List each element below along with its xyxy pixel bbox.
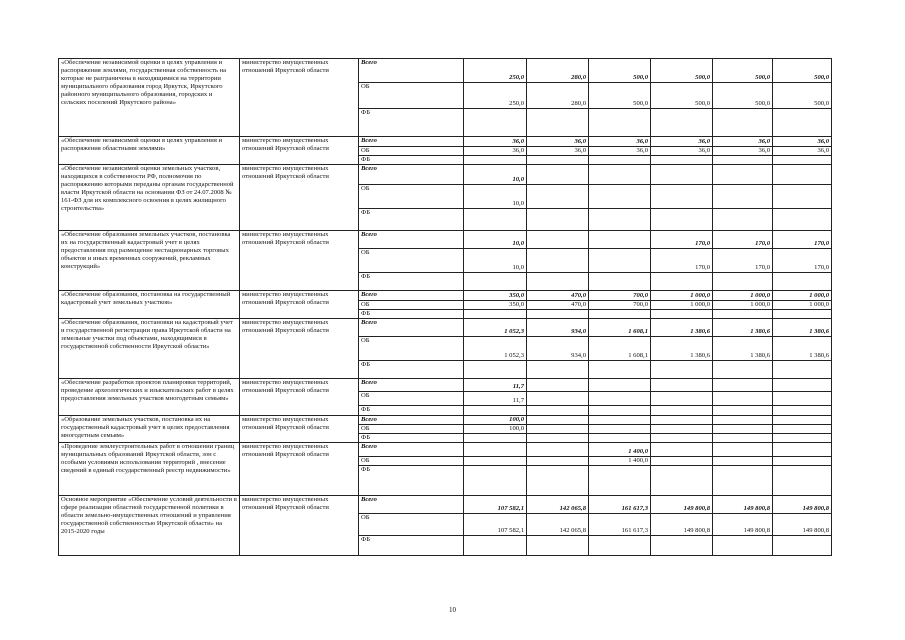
value-cell — [464, 156, 527, 165]
value-cell — [773, 425, 832, 434]
source-label-fb: ФБ — [359, 109, 464, 137]
value-cell: 170,0 — [651, 249, 713, 273]
table-row — [59, 496, 832, 514]
value-cell: 500,0 — [713, 83, 773, 109]
source-label-fb: ФБ — [359, 273, 464, 291]
value-cell — [589, 185, 651, 209]
value-cell — [713, 273, 773, 291]
value-cell — [651, 379, 713, 392]
value-cell: 170,0 — [773, 231, 832, 249]
executor: министерство имущественных отношений Иркутской области — [240, 165, 359, 231]
source-label-total: Всего — [359, 443, 464, 457]
measure-name: «Обеспечение разработки проектов планировки территорий, проведение археологических и изыскательских работ в целях предоставления земельных участков многодетным семьям» — [59, 379, 240, 416]
table-row — [59, 231, 832, 249]
value-cell: 1 380,6 — [773, 319, 832, 337]
value-cell — [527, 231, 589, 249]
table-row — [59, 291, 832, 301]
value-cell — [464, 310, 527, 319]
value-cell — [651, 416, 713, 425]
measure-name: «Обеспечение независимой оценки в целях управления и распоряжения областными землями» — [59, 137, 240, 165]
value-cell — [773, 434, 832, 443]
value-cell — [773, 536, 832, 556]
value-cell: 36,0 — [773, 147, 832, 156]
value-cell — [773, 156, 832, 165]
page-number: 10 — [449, 606, 456, 614]
value-cell: 1 052,3 — [464, 337, 527, 361]
value-cell: 36,0 — [527, 137, 589, 147]
value-cell — [713, 209, 773, 231]
value-cell — [651, 434, 713, 443]
value-cell: 149 800,8 — [713, 514, 773, 536]
source-label-fb: ФБ — [359, 406, 464, 416]
value-cell — [651, 209, 713, 231]
value-cell: 500,0 — [589, 83, 651, 109]
value-cell: 161 617,3 — [589, 496, 651, 514]
value-cell — [589, 209, 651, 231]
value-cell — [589, 361, 651, 379]
source-label-total: Всего — [359, 137, 464, 147]
value-cell: 1 000,0 — [651, 301, 713, 310]
measure-name: «Обеспечение образования земельных участков, постановка их на государственный кадастровый учет в целях предоставления под размещение нестационарных торговых объектов и иных временных сооружений, рекламных конструкций» — [59, 231, 240, 291]
value-cell — [651, 425, 713, 434]
value-cell: 280,0 — [527, 59, 589, 83]
value-cell — [527, 406, 589, 416]
value-cell — [651, 466, 713, 496]
value-cell — [773, 361, 832, 379]
value-cell: 1 000,0 — [773, 291, 832, 301]
executor: министерство имущественных отношений Иркутской области — [240, 291, 359, 319]
source-label-ob: ОБ — [359, 83, 464, 109]
source-label-total: Всего — [359, 496, 464, 514]
value-cell — [589, 392, 651, 406]
value-cell: 10,0 — [464, 185, 527, 209]
executor: министерство имущественных отношений Иркутской области — [240, 379, 359, 416]
value-cell — [713, 361, 773, 379]
value-cell — [589, 416, 651, 425]
value-cell: 36,0 — [464, 137, 527, 147]
source-label-ob: ОБ — [359, 249, 464, 273]
value-cell — [713, 379, 773, 392]
value-cell: 170,0 — [651, 231, 713, 249]
value-cell: 470,0 — [527, 291, 589, 301]
source-label-ob: ОБ — [359, 185, 464, 209]
value-cell — [464, 361, 527, 379]
source-label-ob: ОБ — [359, 425, 464, 434]
value-cell — [527, 466, 589, 496]
value-cell: 10,0 — [464, 249, 527, 273]
value-cell: 250,0 — [464, 59, 527, 83]
source-label-total: Всего — [359, 231, 464, 249]
value-cell — [589, 109, 651, 137]
value-cell: 11,7 — [464, 379, 527, 392]
value-cell — [773, 457, 832, 466]
value-cell — [527, 457, 589, 466]
measure-name: «Обеспечение независимой оценки земельных участков, находящихся в собственности РФ, полномочия по распоряжению которыми переданы органам государственной власти Иркутской области на основании ФЗ от 24.07.2008 № 161-ФЗ для их комплексного освоения в целях жилищного строительства» — [59, 165, 240, 231]
value-cell: 142 065,8 — [527, 514, 589, 536]
value-cell: 1 400,0 — [589, 457, 651, 466]
value-cell — [589, 379, 651, 392]
value-cell — [773, 466, 832, 496]
value-cell — [651, 273, 713, 291]
value-cell: 170,0 — [773, 249, 832, 273]
value-cell: 250,0 — [464, 83, 527, 109]
value-cell — [651, 109, 713, 137]
value-cell — [651, 443, 713, 457]
executor: министерство имущественных отношений Иркутской области — [240, 443, 359, 496]
measure-name: «Образование земельных участков, постановка их на государственный кадастровый учет в целях предоставления многодетным семьям» — [59, 416, 240, 443]
value-cell: 934,0 — [527, 319, 589, 337]
value-cell: 100,0 — [464, 425, 527, 434]
value-cell — [589, 310, 651, 319]
value-cell — [713, 443, 773, 457]
value-cell: 280,0 — [527, 83, 589, 109]
value-cell: 36,0 — [713, 137, 773, 147]
value-cell — [651, 185, 713, 209]
source-label-fb: ФБ — [359, 310, 464, 319]
value-cell: 36,0 — [651, 147, 713, 156]
executor: министерство имущественных отношений Иркутской области — [240, 496, 359, 556]
value-cell: 11,7 — [464, 392, 527, 406]
value-cell: 934,0 — [527, 337, 589, 361]
table-body — [59, 59, 832, 556]
table-row — [59, 443, 832, 457]
value-cell: 1 000,0 — [651, 291, 713, 301]
value-cell — [589, 434, 651, 443]
source-label-total: Всего — [359, 416, 464, 425]
value-cell — [713, 310, 773, 319]
value-cell: 500,0 — [773, 59, 832, 83]
value-cell — [527, 361, 589, 379]
value-cell — [527, 416, 589, 425]
source-label-fb: ФБ — [359, 361, 464, 379]
source-label-ob: ОБ — [359, 147, 464, 156]
value-cell: 500,0 — [651, 83, 713, 109]
value-cell — [589, 249, 651, 273]
value-cell — [713, 416, 773, 425]
value-cell — [527, 209, 589, 231]
source-label-ob: ОБ — [359, 301, 464, 310]
value-cell: 107 582,1 — [464, 514, 527, 536]
value-cell — [651, 406, 713, 416]
value-cell: 1 052,3 — [464, 319, 527, 337]
measure-name: «Проведение землеустроительных работ в отношении границ муниципальных образований Иркутской области, зон с особыми условиями использования территорий , внесение сведений в единый государственный реестр недвижимости» — [59, 443, 240, 496]
source-label-fb: ФБ — [359, 466, 464, 496]
value-cell — [773, 392, 832, 406]
value-cell: 149 800,8 — [651, 496, 713, 514]
value-cell — [713, 165, 773, 185]
value-cell — [464, 457, 527, 466]
executor: министерство имущественных отношений Иркутской области — [240, 319, 359, 379]
value-cell — [464, 209, 527, 231]
value-cell: 500,0 — [589, 59, 651, 83]
value-cell — [713, 392, 773, 406]
value-cell: 36,0 — [527, 147, 589, 156]
value-cell: 1 380,6 — [713, 319, 773, 337]
value-cell: 149 800,8 — [651, 514, 713, 536]
value-cell: 10,0 — [464, 165, 527, 185]
value-cell: 36,0 — [651, 137, 713, 147]
value-cell — [713, 156, 773, 165]
value-cell — [713, 425, 773, 434]
value-cell — [527, 443, 589, 457]
value-cell: 170,0 — [713, 231, 773, 249]
table-row — [59, 319, 832, 337]
measure-name: Основное мероприятие «Обеспечение условий деятельности в сфере реализации областной государственной политики в области земельно-имущественных отношений и управления государственной собственностью Иркутской области» на 2015-2020 годы — [59, 496, 240, 556]
value-cell — [527, 156, 589, 165]
value-cell — [589, 231, 651, 249]
value-cell: 1 000,0 — [773, 301, 832, 310]
value-cell: 1 400,0 — [589, 443, 651, 457]
source-label-total: Всего — [359, 165, 464, 185]
value-cell: 1 380,6 — [773, 337, 832, 361]
value-cell: 470,0 — [527, 301, 589, 310]
value-cell — [589, 466, 651, 496]
value-cell — [713, 109, 773, 137]
value-cell — [464, 434, 527, 443]
source-label-ob: ОБ — [359, 337, 464, 361]
value-cell: 170,0 — [713, 249, 773, 273]
value-cell — [589, 273, 651, 291]
value-cell: 350,0 — [464, 301, 527, 310]
executor: министерство имущественных отношений Иркутской области — [240, 59, 359, 137]
source-label-ob: ОБ — [359, 514, 464, 536]
value-cell: 500,0 — [713, 59, 773, 83]
value-cell — [527, 434, 589, 443]
value-cell: 142 065,8 — [527, 496, 589, 514]
executor: министерство имущественных отношений Иркутской области — [240, 416, 359, 443]
value-cell — [651, 536, 713, 556]
value-cell — [589, 425, 651, 434]
table-row — [59, 137, 832, 147]
value-cell — [527, 109, 589, 137]
value-cell: 500,0 — [773, 83, 832, 109]
value-cell — [773, 310, 832, 319]
program-table — [58, 58, 832, 556]
value-cell: 36,0 — [589, 147, 651, 156]
value-cell — [713, 406, 773, 416]
value-cell: 700,0 — [589, 291, 651, 301]
value-cell: 36,0 — [589, 137, 651, 147]
value-cell: 1 380,6 — [651, 337, 713, 361]
value-cell — [527, 310, 589, 319]
value-cell: 149 800,8 — [773, 496, 832, 514]
value-cell: 10,0 — [464, 231, 527, 249]
value-cell — [464, 406, 527, 416]
value-cell — [527, 392, 589, 406]
source-label-ob: ОБ — [359, 457, 464, 466]
value-cell: 149 800,8 — [773, 514, 832, 536]
measure-name: «Обеспечение образования, постановка на государственный кадастровый учет земельных участков» — [59, 291, 240, 319]
value-cell — [527, 165, 589, 185]
value-cell: 1 608,1 — [589, 319, 651, 337]
measure-name: «Обеспечение образования, постановки на кадастровый учет и государственной регистрации права Иркутской области на земельные участки под объектами, находящимися в государственной собственности Иркутской области» — [59, 319, 240, 379]
source-label-total: Всего — [359, 379, 464, 392]
value-cell: 700,0 — [589, 301, 651, 310]
value-cell — [773, 109, 832, 137]
source-label-total: Всего — [359, 291, 464, 301]
value-cell — [651, 310, 713, 319]
value-cell: 1 380,6 — [713, 337, 773, 361]
value-cell: 36,0 — [773, 137, 832, 147]
value-cell: 350,0 — [464, 291, 527, 301]
source-label-total: Всего — [359, 59, 464, 83]
value-cell — [773, 406, 832, 416]
value-cell — [464, 273, 527, 291]
value-cell — [773, 273, 832, 291]
source-label-total: Всего — [359, 319, 464, 337]
value-cell — [773, 209, 832, 231]
value-cell: 36,0 — [713, 147, 773, 156]
source-label-fb: ФБ — [359, 536, 464, 556]
table-row — [59, 379, 832, 392]
value-cell — [651, 156, 713, 165]
value-cell: 36,0 — [464, 147, 527, 156]
value-cell — [464, 109, 527, 137]
value-cell — [464, 443, 527, 457]
value-cell — [651, 361, 713, 379]
executor: министерство имущественных отношений Иркутской области — [240, 231, 359, 291]
value-cell — [527, 379, 589, 392]
value-cell — [773, 443, 832, 457]
value-cell — [527, 536, 589, 556]
value-cell — [589, 156, 651, 165]
value-cell — [527, 425, 589, 434]
table-row — [59, 59, 832, 83]
value-cell: 1 608,1 — [589, 337, 651, 361]
measure-name: «Обеспечение независимой оценки в целях управления и распоряжения землями, государственная собственность на которые не разграничена в находящимися на территории муниципального образования город Иркутск, Иркутского районного муниципального образования, городских и сельских поселений Иркутского района» — [59, 59, 240, 137]
value-cell — [773, 379, 832, 392]
value-cell — [527, 273, 589, 291]
source-label-fb: ФБ — [359, 156, 464, 165]
value-cell — [651, 392, 713, 406]
value-cell — [589, 406, 651, 416]
table-row — [59, 165, 832, 185]
value-cell — [713, 434, 773, 443]
value-cell — [527, 185, 589, 209]
value-cell — [464, 536, 527, 556]
value-cell — [651, 165, 713, 185]
value-cell — [773, 165, 832, 185]
value-cell — [713, 457, 773, 466]
value-cell — [527, 249, 589, 273]
table-row — [59, 416, 832, 425]
source-label-fb: ФБ — [359, 434, 464, 443]
value-cell: 1 000,0 — [713, 291, 773, 301]
source-label-fb: ФБ — [359, 209, 464, 231]
value-cell — [713, 536, 773, 556]
value-cell: 1 380,6 — [651, 319, 713, 337]
source-label-ob: ОБ — [359, 392, 464, 406]
value-cell — [713, 185, 773, 209]
value-cell: 149 800,8 — [713, 496, 773, 514]
executor: министерство имущественных отношений Иркутской области — [240, 137, 359, 165]
value-cell: 107 582,1 — [464, 496, 527, 514]
value-cell: 500,0 — [651, 59, 713, 83]
value-cell: 161 617,3 — [589, 514, 651, 536]
value-cell — [713, 466, 773, 496]
value-cell — [651, 457, 713, 466]
value-cell — [589, 165, 651, 185]
value-cell — [773, 416, 832, 425]
value-cell — [464, 466, 527, 496]
value-cell: 100,0 — [464, 416, 527, 425]
value-cell — [589, 536, 651, 556]
value-cell: 1 000,0 — [713, 301, 773, 310]
value-cell — [773, 185, 832, 209]
